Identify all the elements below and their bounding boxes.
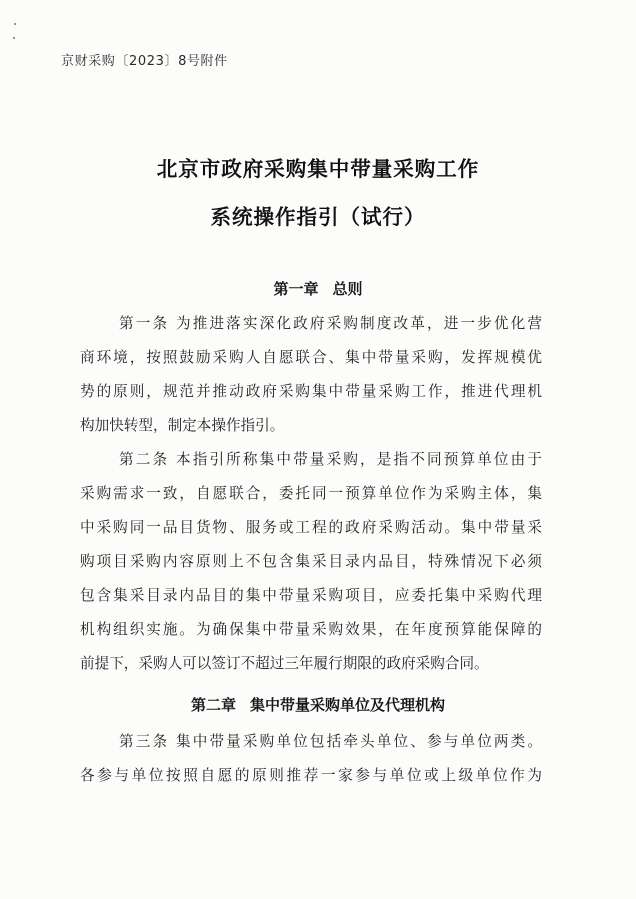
scan-speck (14, 23, 16, 25)
article-2-line: 采购需求一致，自愿联合，委托同一预算单位作为采购主体，集 (80, 485, 542, 502)
article-3-line: 第三条 集中带量采购单位包括牵头单位、参与单位两类。 (119, 733, 542, 750)
chapter-2-number: 第二章 (190, 696, 236, 714)
chapter-1-heading (0, 278, 636, 299)
chapter-1-number: 第一章 (273, 280, 319, 298)
article-2-line: 第二条 本指引所称集中带量采购，是指不同预算单位由于 (119, 451, 542, 468)
article-3-line: 各参与单位按照自愿的原则推荐一家参与单位或上级单位作为 (80, 767, 542, 784)
article-2-line: 购项目采购内容原则上不包含集采目录内品目，特殊情况下必须 (80, 553, 542, 570)
chapter-1-name: 总则 (332, 280, 363, 298)
chapter-2-name: 集中带量采购单位及代理机构 (250, 696, 446, 714)
chapter-2-heading (0, 694, 636, 715)
article-2-line: 前提下，采购人可以签订不超过三年履行期限的政府采购合同。 (80, 655, 489, 672)
article-1-line: 势的原则，规范并推动政府采购集中带量采购工作，推进代理机 (80, 383, 542, 400)
document-title-line-2: 系统操作指引（试行） (210, 205, 426, 229)
document-title-line-1: 北京市政府采购集中带量采购工作 (156, 157, 480, 181)
article-1-line: 构加快转型，制定本操作指引。 (80, 417, 285, 434)
article-2-line: 机构组织实施。为确保集中带量采购效果，在年度预算能保障的 (80, 621, 542, 638)
article-2-line: 包含集采目录内品目的集中带量采购项目，应委托集中采购代理 (80, 587, 542, 604)
scan-speck (13, 37, 15, 39)
article-1-line: 商环境，按照鼓励采购人自愿联合、集中带量采购，发挥规模优 (80, 349, 542, 366)
article-2-line: 中采购同一品目货物、服务或工程的政府采购活动。集中带量采 (80, 519, 542, 536)
document-number: 京财采购〔2023〕8号附件 (61, 54, 228, 69)
article-1-line: 第一条 为推进落实深化政府采购制度改革，进一步优化营 (119, 315, 542, 332)
